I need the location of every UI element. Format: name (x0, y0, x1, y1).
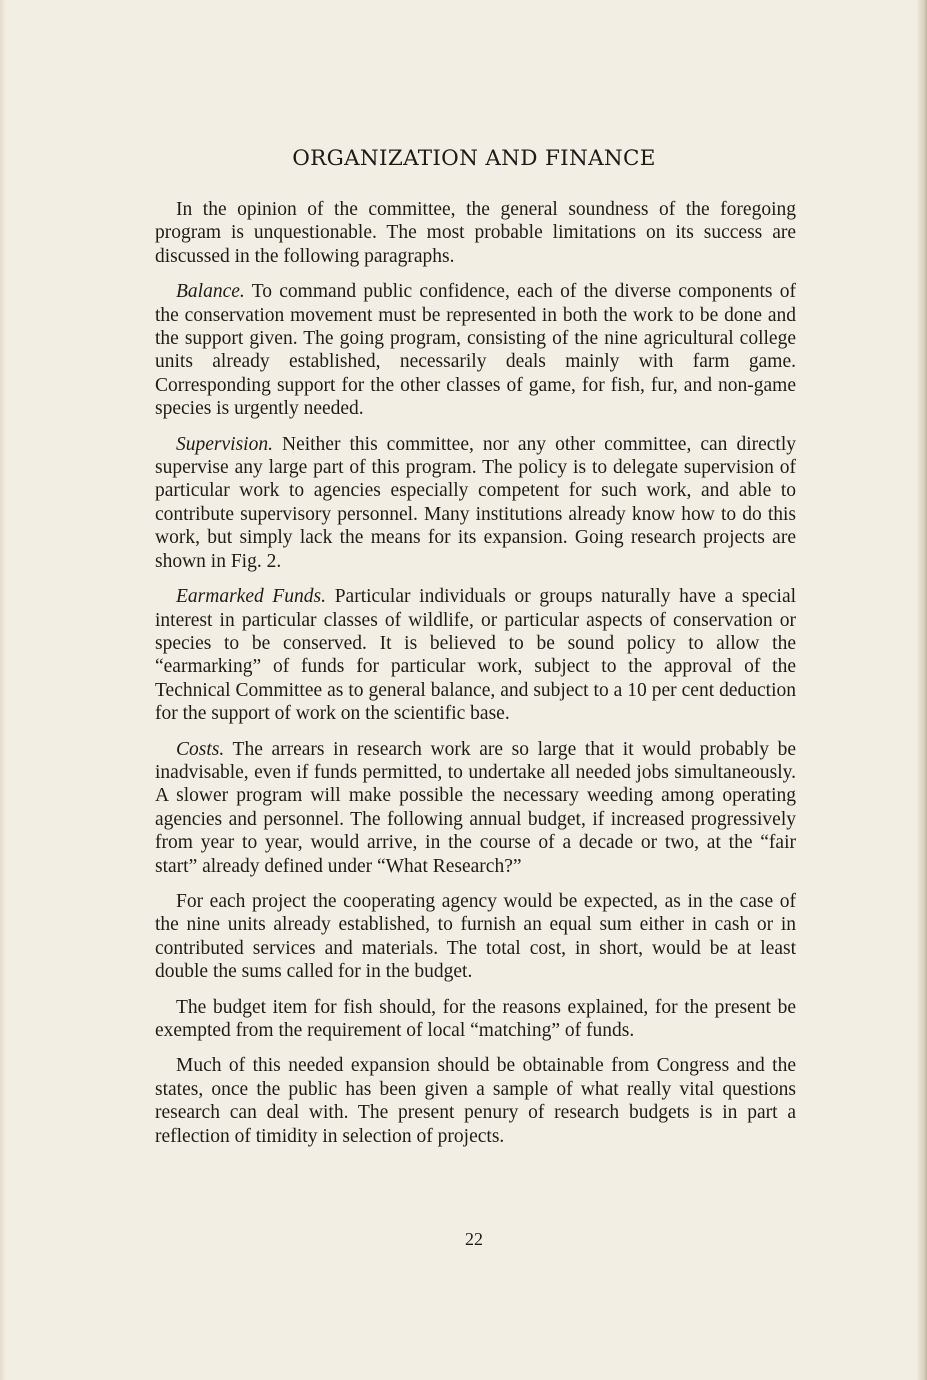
paragraph-supervision (155, 433, 796, 573)
paragraph-text: To command public confidence, each of the diverse components of the conservation movement must be represented in both the work to be done and the support given. The going program, consisting of the nine agricultural college units already established, necessarily deals mainly with farm game. Corresponding support for the other classes of game, for fish, fur, and non-game species is urgently needed. (155, 281, 796, 420)
paragraph-heading: Balance. (176, 281, 245, 303)
page-number: 22 (465, 1229, 483, 1249)
paragraph-costs (155, 738, 796, 878)
paragraph-earmarked-funds (155, 585, 796, 725)
paragraph-text: Particular individuals or groups naturally have a special interest in particular classes of wildlife, or particular aspects of conservation or species to be conserved. It is believed to be sound policy to allow the “earmarking” of funds for particular work, subject to the approval of the Technical Committee as to general balance, and subject to a 10 per cent deduction for the support of work on the scientific base. (155, 586, 797, 725)
paragraph-text: For each project the cooperating agency would be expected, as in the case of the nine units already established, to furnish an equal sum either in cash or in contributed services and materials. The total cost, in short, would be at least double the sums called for in the budget. (155, 890, 796, 983)
paragraph-text: The arrears in research work are so large that it would probably be inadvisable, even if funds permitted, to undertake all needed jobs simultaneously. A slower program will make possible the necessary weeding among operating agencies and personnel. The following annual budget, if increased progressively from year to year, would arrive, in the course of a decade or two, at the “fair start” already defined under “What Research?” (155, 738, 796, 877)
paragraph-fish-budget (155, 996, 796, 1043)
paragraph-text: Much of this needed expansion should be obtainable from Congress and the states, once the public has been given a sample of what really vital questions research can deal with. The present penury of research budgets is in part a reflection of timidity in selection of projects. (155, 1055, 796, 1147)
paragraph-heading: Costs. (176, 738, 225, 760)
page-title: ORGANIZATION AND FINANCE (292, 146, 656, 171)
page-edge-right (917, 0, 927, 1380)
paragraph-text: In the opinion of the committee, the general soundness of the foregoing program is unquestionable. The most probable limitations on its success are discussed in the following paragraphs. (155, 199, 796, 267)
paragraph-expansion (155, 1054, 796, 1148)
paragraph-text: The budget item for fish should, for the reasons explained, for the present be exempted from the requirement of local “matching” of funds. (155, 996, 796, 1041)
paragraph-cooperating-agency (155, 890, 796, 984)
paragraph-balance (155, 280, 796, 420)
body-text (155, 198, 796, 1160)
page-edge-left (0, 0, 6, 1380)
paragraph-text: Neither this committee, nor any other committee, can directly supervise any large part of this program. The policy is to delegate supervision of particular work to agencies especially competent for such work, and able to contribute supervisory personnel. Many institutions already know how to do this work, but simply lack the means for its expansion. Going research projects are shown in Fig. 2. (155, 433, 796, 572)
paragraph-heading: Earmarked Funds. (176, 586, 327, 608)
paragraph-intro (155, 198, 796, 268)
paragraph-heading: Supervision. (176, 433, 273, 455)
